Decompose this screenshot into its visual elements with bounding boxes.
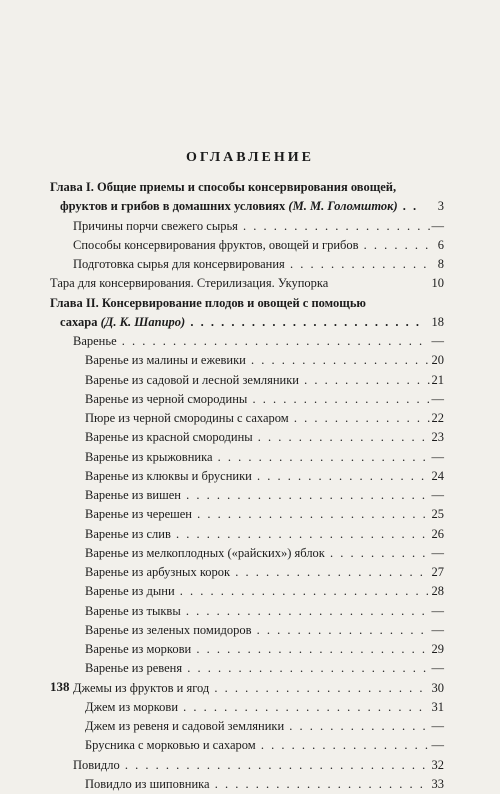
toc-entry-page: — — [431, 488, 444, 502]
toc-entry-text: Пюре из черной смородины с сахаром — [85, 411, 289, 425]
toc-entry — [0, 544, 500, 563]
toc-entry-author: (Д. К. Шапиро) — [100, 314, 186, 329]
toc-entry-title — [73, 255, 430, 274]
toc-entry-title — [85, 698, 430, 717]
toc-entry-title — [85, 428, 430, 447]
toc-entry — [0, 698, 500, 717]
toc-entry — [0, 717, 500, 736]
toc-entry — [0, 679, 500, 698]
toc-entry — [0, 313, 500, 332]
toc-entry-text: Тара для консервирования. Стерилизация. Укупорка — [50, 276, 329, 291]
toc-entry — [0, 409, 500, 428]
toc-entry-title — [85, 659, 430, 678]
toc-entry — [0, 197, 500, 216]
toc-entry-title — [85, 448, 430, 467]
toc-entry-page: — — [431, 545, 444, 560]
toc-entry-text: Варенье из мелкоплодных («райских») яблок — [85, 545, 325, 560]
toc-entry-title — [85, 409, 430, 428]
toc-entry-page: — — [431, 391, 444, 406]
toc-entry-text: Способы консервирования фруктов, овощей и грибов — [73, 237, 359, 252]
toc-entry-page: — — [431, 661, 444, 676]
toc-entry — [0, 236, 500, 255]
toc-entry-title — [85, 371, 430, 390]
toc-entry — [0, 736, 500, 755]
toc-entry-page: 25 — [431, 507, 444, 522]
toc-entry-text: Глава I. Общие приемы и способы консервирования овощей, — [50, 180, 397, 194]
toc-entry-title — [85, 351, 430, 370]
toc-entry-title — [85, 486, 430, 505]
toc-entry — [0, 582, 500, 601]
toc-entry — [0, 659, 500, 678]
toc-entry-title — [85, 775, 430, 794]
toc-entry-page: 10 — [431, 276, 444, 291]
page-title: ОГЛАВЛЕНИЕ — [186, 150, 314, 165]
toc-entry-text: Варенье из черной смородины — [85, 391, 248, 406]
toc-entry-title — [85, 602, 430, 621]
toc-entry-page: 28 — [431, 584, 444, 599]
toc-entry — [0, 448, 500, 467]
toc-entry-text: Варенье из клюквы и брусники — [85, 468, 252, 483]
toc-entry-title — [60, 313, 420, 332]
toc-entry — [0, 467, 500, 486]
toc-entry-text: Варенье из садовой и лесной земляники — [85, 372, 299, 387]
toc-entry-text: Джемы из фруктов и ягод — [73, 680, 210, 695]
page-number: 138 — [50, 679, 70, 694]
toc-entry-title — [73, 679, 430, 698]
toc-entry — [0, 775, 500, 794]
toc-entry-title — [60, 197, 420, 216]
toc-entry-text: Джем из ревеня и садовой земляники — [85, 719, 285, 733]
toc-entry — [0, 525, 500, 544]
toc-entry-text: Повидло из шиповника — [85, 776, 210, 791]
toc-entry-title — [85, 640, 430, 659]
toc-entry-text: Причины порчи свежего сырья — [73, 218, 238, 233]
toc-entry-text: Глава II. Консервирование плодов и овощей с помощью — [50, 295, 366, 310]
toc-entry — [0, 178, 500, 197]
toc-entry — [0, 505, 500, 524]
toc-entry-page: 6 — [437, 237, 444, 252]
toc-entry-page: 20 — [431, 353, 444, 368]
toc-entry-text: Варенье из моркови — [85, 642, 192, 656]
toc-entry — [0, 351, 500, 370]
toc-entry-title — [85, 390, 430, 409]
toc-entry-page: 27 — [431, 565, 444, 579]
toc-entry — [0, 602, 500, 621]
toc-entry — [0, 390, 500, 409]
toc-entry-text: сахара — [60, 314, 98, 329]
toc-entry — [0, 294, 500, 313]
toc-entry — [0, 428, 500, 447]
toc-entry — [0, 217, 500, 236]
toc-entry-text: Варенье из малины и ежевики — [85, 353, 246, 368]
toc-entry — [0, 371, 500, 390]
toc-entry-title — [73, 756, 430, 775]
toc-entry-text: Варенье из слив — [85, 526, 171, 541]
toc-entry-page: — — [431, 622, 444, 637]
toc-entry-page: — — [431, 719, 444, 733]
toc-entry-page: — — [431, 449, 444, 464]
toc-entry-page: 21 — [431, 372, 444, 387]
toc-entry-text: Варенье из крыжовника — [85, 449, 213, 464]
toc-entry-page: 18 — [431, 314, 444, 329]
toc-entry-title — [85, 544, 430, 563]
toc-entry-text: Джем из моркови — [85, 699, 179, 714]
toc-entry-text: Варенье — [73, 334, 117, 348]
toc-entry — [0, 640, 500, 659]
toc-entry-page: 30 — [431, 680, 444, 695]
toc-entry-text: Варенье из тыквы — [85, 603, 181, 618]
toc-entry-title — [50, 178, 430, 197]
toc-entry-text: Варенье из арбузных корок — [85, 565, 231, 579]
toc-entry-page: 23 — [431, 430, 444, 445]
toc-entry-text: Варенье из ревеня — [85, 661, 183, 676]
toc-entry-page: 31 — [431, 699, 444, 714]
toc-entry-title — [85, 621, 430, 640]
toc-entry-author: (М. М. Голомшток) — [288, 199, 398, 214]
toc-entry-title — [73, 217, 430, 236]
toc-entry-page: 24 — [431, 468, 444, 483]
toc-entry-page: — — [431, 334, 444, 348]
toc-entry-text: Варенье из черешен — [85, 507, 192, 522]
toc-entry-title — [85, 736, 430, 755]
toc-entry-title — [85, 563, 430, 582]
toc-entry-page: 22 — [431, 411, 444, 425]
toc-entry-text: Варенье из дыни — [85, 584, 175, 599]
toc-entry-title — [73, 332, 430, 351]
toc-entry-page: — — [431, 603, 444, 618]
toc-entry-page: 32 — [431, 757, 444, 772]
toc-entry-title — [73, 236, 430, 255]
toc-entry-text: Варенье из вишен — [85, 488, 181, 502]
toc-entry-page: 33 — [431, 776, 444, 791]
toc-entry-text: Подготовка сырья для консервирования — [73, 257, 285, 271]
toc-entry-title — [50, 274, 430, 293]
toc-entry-text: Брусника с морковью и сахаром — [85, 738, 256, 753]
toc-entry-text: Варенье из зеленых помидоров — [85, 622, 252, 637]
toc-entry — [0, 274, 500, 293]
toc-entry — [0, 563, 500, 582]
toc-entry — [0, 332, 500, 351]
toc-entry — [0, 486, 500, 505]
toc-entry-page: 3 — [437, 199, 444, 214]
toc-entry-title — [85, 525, 430, 544]
toc-entry — [0, 756, 500, 775]
toc-entry-page: — — [431, 738, 444, 753]
toc-entry — [0, 255, 500, 274]
toc-entry-title — [50, 294, 430, 313]
toc-entry-text: Повидло — [73, 757, 120, 772]
toc-entry-page: — — [431, 218, 444, 233]
toc-entry-text: фруктов и грибов в домашних условиях — [60, 199, 286, 214]
toc-entry-page: 29 — [431, 642, 444, 656]
toc-entry — [0, 621, 500, 640]
table-of-contents — [0, 178, 500, 794]
toc-entry-title — [85, 582, 430, 601]
toc-entry-title — [85, 717, 430, 736]
toc-entry-text: Варенье из красной смородины — [85, 430, 253, 445]
toc-entry-page: 26 — [431, 526, 444, 541]
toc-entry-page: 8 — [437, 257, 444, 271]
toc-entry-title — [85, 467, 430, 486]
toc-entry-title — [85, 505, 430, 524]
